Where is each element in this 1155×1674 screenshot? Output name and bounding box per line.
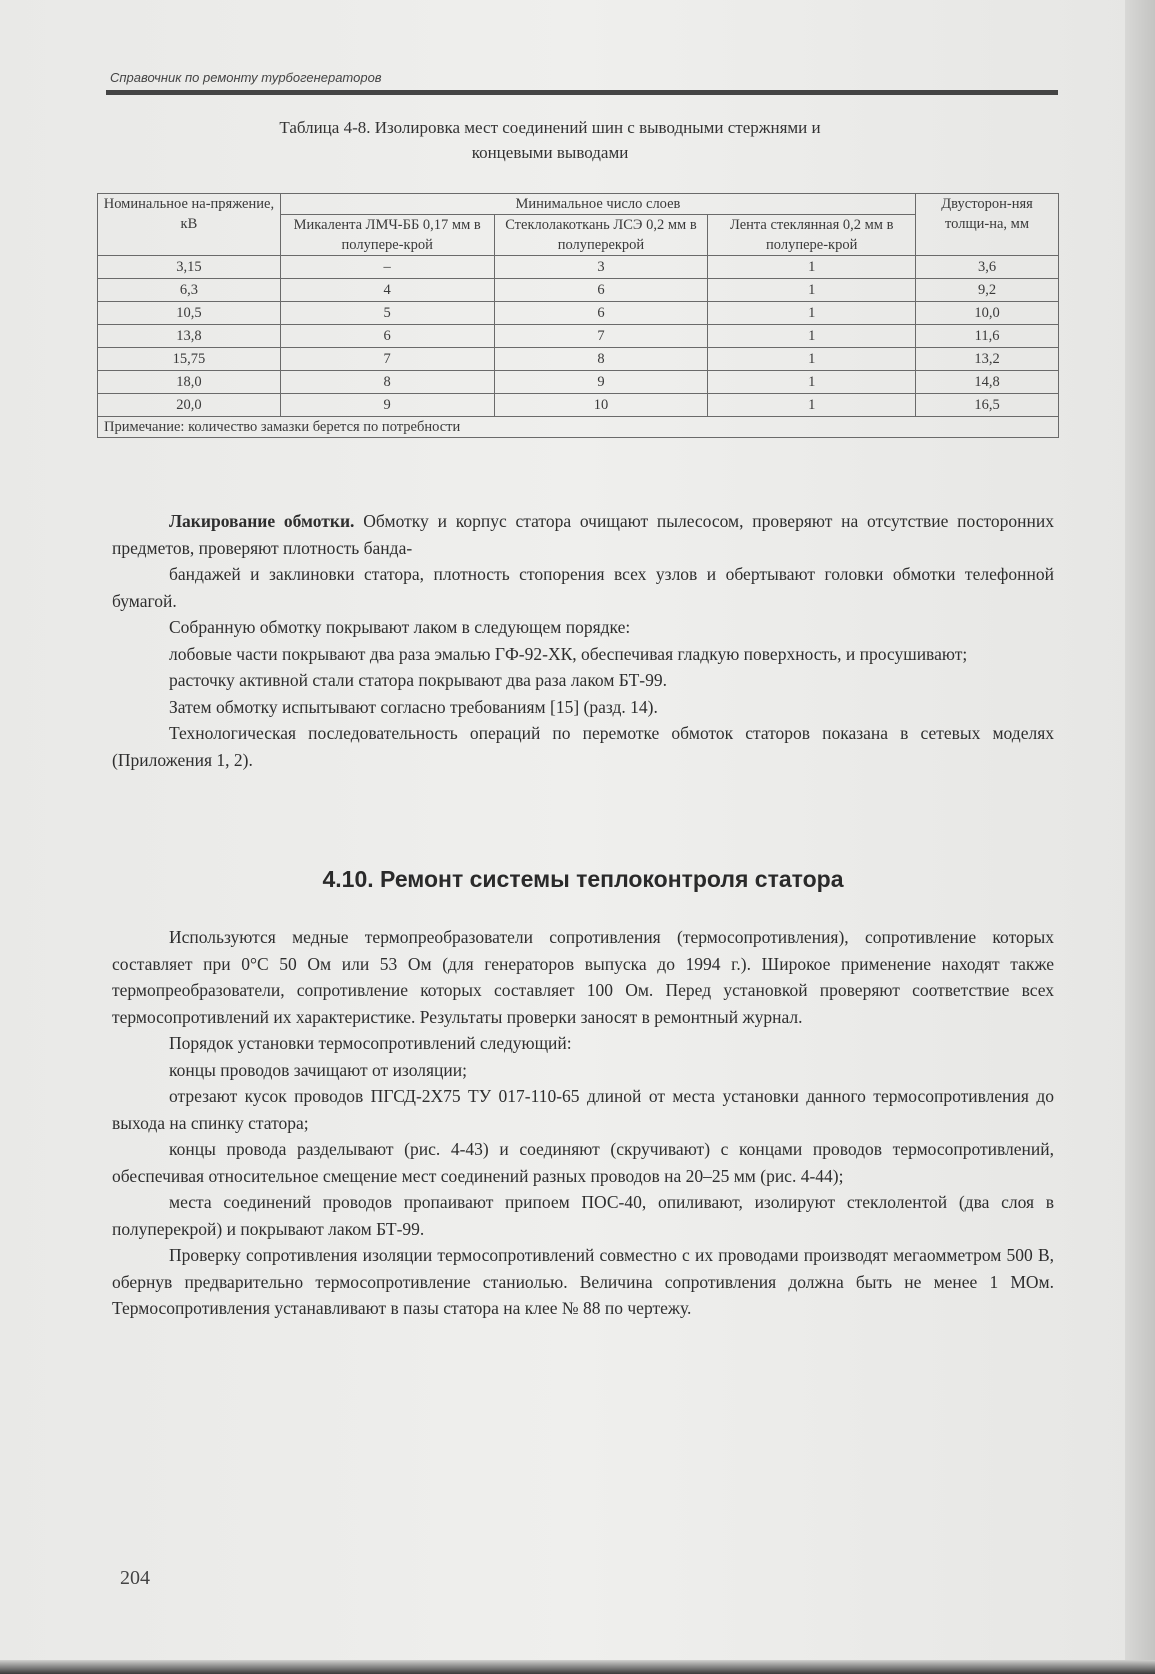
running-head: Справочник по ремонту турбогенераторов bbox=[110, 70, 382, 85]
table-cell: 6 bbox=[280, 325, 494, 348]
table-cell: 1 bbox=[708, 371, 916, 394]
table-row bbox=[98, 325, 1059, 348]
table-cell: 5 bbox=[280, 302, 494, 325]
table-cell: 9,2 bbox=[916, 279, 1059, 302]
table-caption-line-2: концевыми выводами bbox=[471, 143, 629, 162]
table-cell: 16,5 bbox=[916, 394, 1059, 417]
table-cell: 1 bbox=[708, 325, 916, 348]
table-cell: 7 bbox=[494, 325, 708, 348]
section-paragraph: концы проводов зачищают от изоляции; bbox=[169, 1059, 468, 1080]
header-voltage: Номинальное на-пряжение, кВ bbox=[98, 194, 281, 256]
page-right-edge bbox=[1125, 0, 1155, 1674]
table-cell: 10 bbox=[494, 394, 708, 417]
lacquering-paragraph: лобовые части покрывают два раза эмалью ГФ-92-ХК, обеспечивая гладкую поверхность, и просушивают; bbox=[169, 643, 968, 664]
table-cell: 10,0 bbox=[916, 302, 1059, 325]
table-cell: 6 bbox=[494, 302, 708, 325]
table-cell: 13,2 bbox=[916, 348, 1059, 371]
table-row bbox=[98, 256, 1059, 279]
table-cell: 18,0 bbox=[98, 371, 281, 394]
table-cell: 1 bbox=[708, 256, 916, 279]
table-cell: 13,8 bbox=[98, 325, 281, 348]
header-thickness: Двусторон-няя толщи-на, мм bbox=[916, 194, 1059, 256]
lacquering-paragraph: Затем обмотку испытывают согласно требованиям [15] (разд. 14). bbox=[169, 696, 658, 717]
table-cell: 4 bbox=[280, 279, 494, 302]
table-cell: 11,6 bbox=[916, 325, 1059, 348]
table-cell: 9 bbox=[494, 371, 708, 394]
table-cell: 6 bbox=[494, 279, 708, 302]
lacquering-paragraph: Технологическая последовательность операций по перемотке обмоток статоров показана в сетевых моделях (Приложения 1, 2). bbox=[112, 723, 1054, 770]
table-note-row bbox=[98, 417, 1059, 438]
table-cell: 14,8 bbox=[916, 371, 1059, 394]
table-caption bbox=[150, 115, 950, 165]
table-cell: 20,0 bbox=[98, 394, 281, 417]
table-cell: 3,15 bbox=[98, 256, 281, 279]
page-number: 204 bbox=[120, 1567, 150, 1589]
table-cell: 15,75 bbox=[98, 348, 281, 371]
table-cell: 6,3 bbox=[98, 279, 281, 302]
table-cell: 10,5 bbox=[98, 302, 281, 325]
table-cell: 3,6 bbox=[916, 256, 1059, 279]
table-row bbox=[98, 302, 1059, 325]
section-paragraph: Порядок установки термосопротивлений следующий: bbox=[169, 1033, 572, 1053]
lacquering-block bbox=[112, 508, 1054, 773]
lacquering-paragraph bbox=[112, 508, 1054, 561]
table-row bbox=[98, 348, 1059, 371]
section-paragraph: отрезают кусок проводов ПГСД-2Х75 ТУ 017-110-65 длиной от места установки данного термосопротивления до выхода на спинку статора; bbox=[112, 1086, 1054, 1133]
section-paragraph: концы провода разделывают (рис. 4-43) и соединяют (скручивают) с концами проводов термосопротивлений, обеспечивая относительное смещение мест соединений разных проводов на 20–25 мм (рис. 4-44); bbox=[112, 1139, 1054, 1186]
table-header-row bbox=[98, 194, 1059, 215]
header-rule bbox=[106, 90, 1058, 95]
table-cell: 1 bbox=[708, 279, 916, 302]
table-row bbox=[98, 371, 1059, 394]
table-cell: 3 bbox=[494, 256, 708, 279]
lacquering-title: Лакирование обмотки. bbox=[169, 511, 355, 531]
insulation-table bbox=[97, 193, 1059, 438]
section-paragraph: Проверку сопротивления изоляции термосопротивлений совместно с их проводами производят мегаомметром 500 В, обернув предварительно термосопротивление станиолью. Величина сопротивления должна быть не менее 1 МОм. Термосопротивления устанавливают в пазы статора на клее № 88 по чертежу. bbox=[112, 1245, 1054, 1318]
table-caption-line-1: Таблица 4-8. Изолировка мест соединений шин с выводными стержнями и bbox=[279, 118, 821, 137]
table-cell: 1 bbox=[708, 348, 916, 371]
section-paragraph: места соединений проводов пропаивают припоем ПОС-40, опиливают, изолируют стеклолентой (два слоя в полуперекрой) и покрывают лаком БТ-99. bbox=[112, 1192, 1054, 1239]
section-heading: 4.10. Ремонт системы теплоконтроля статора bbox=[322, 866, 844, 892]
header-mica-tape: Микалента ЛМЧ-ББ 0,17 мм в полупере-крой bbox=[280, 215, 494, 256]
table-cell: 1 bbox=[708, 302, 916, 325]
lacquering-paragraph: Собранную обмотку покрывают лаком в следующем порядке: bbox=[169, 617, 631, 637]
section-body bbox=[112, 924, 1054, 1322]
page-bottom-edge bbox=[0, 1660, 1155, 1674]
table-cell: 8 bbox=[494, 348, 708, 371]
table-cell: – bbox=[280, 256, 494, 279]
table-cell: 8 bbox=[280, 371, 494, 394]
table-cell: 7 bbox=[280, 348, 494, 371]
lacquering-paragraph: бандажей и заклиновки статора, плотность стопорения всех узлов и обертывают головки обмотки телефонной бумагой. bbox=[112, 564, 1054, 611]
header-glass-varnish-cloth: Стеклолакоткань ЛСЭ 0,2 мм в полуперекрой bbox=[494, 215, 708, 256]
table-row bbox=[98, 394, 1059, 417]
table-row bbox=[98, 279, 1059, 302]
table-cell: 9 bbox=[280, 394, 494, 417]
header-min-layers: Минимальное число слоев bbox=[280, 194, 915, 215]
header-glass-tape: Лента стеклянная 0,2 мм в полупере-крой bbox=[708, 215, 916, 256]
lacquering-text: Обмотку и корпус статора очищают пылесосом, проверяют на отсутствие посторонних предметов, проверяют плотность банда- bbox=[112, 511, 1054, 558]
table-note: Примечание: количество замазки берется по потребности bbox=[98, 417, 1059, 438]
section-paragraph: Используются медные термопреобразователи сопротивления (термосопротивления), сопротивление которых составляет при 0°С 50 Ом или 53 Ом (для генераторов выпуска до 1994 г.). Широкое применение находят также термопреобразователи, сопротивление которых составляет 100 Ом. Перед установкой проверяют соответствие всех термосопротивлений их характеристике. Результаты проверки заносят в ремонтный журнал. bbox=[112, 927, 1054, 1027]
lacquering-paragraph: расточку активной стали статора покрывают два раза лаком БТ-99. bbox=[169, 670, 668, 690]
table-cell: 1 bbox=[708, 394, 916, 417]
